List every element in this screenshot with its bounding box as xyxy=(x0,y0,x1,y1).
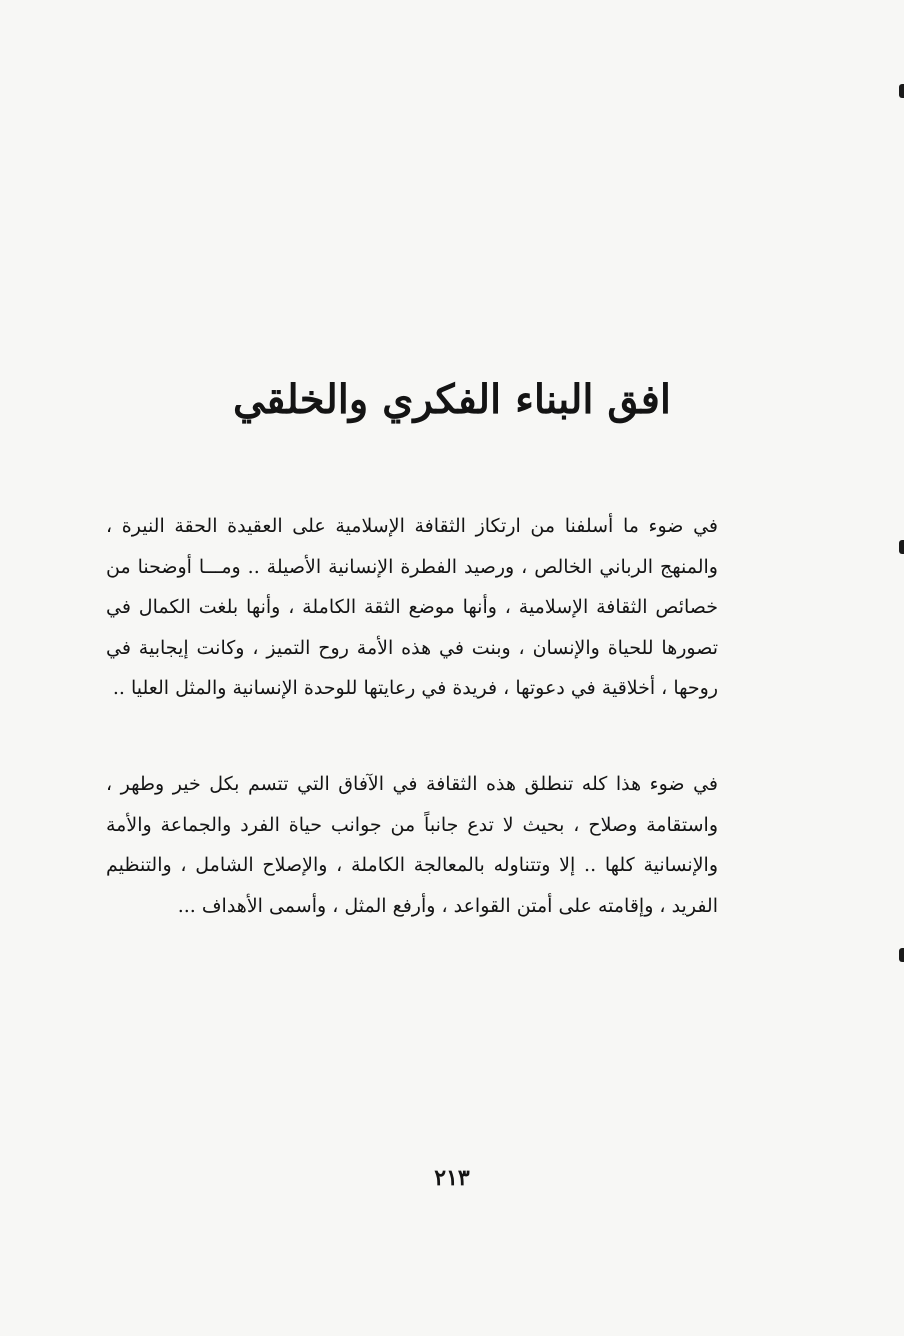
binding-mark xyxy=(899,540,904,554)
body-paragraph-2: في ضوء هذا كله تنطلق هذه الثقافة في الآفاق التي تتسم بكل خير وطهر ، واستقامة وصلاح ، بحيث لا تدع جانباً من جوانب حياة الفرد والجماعة والأمة والإنسانية كلها .. إلا وتتناوله بالمعالجة الكاملة ، والإصلاح الشامل ، والتنظيم الفريد ، وإقامته على أمتن القواعد ، وأرفع المثل ، وأسمى الأهداف ... xyxy=(106,773,718,917)
chapter-title: افق البناء الفكري والخلقي xyxy=(232,375,672,423)
page-number: ٢١٣ xyxy=(434,1165,470,1191)
binding-mark xyxy=(899,948,904,962)
body-paragraph-1: في ضوء ما أسلفنا من ارتكاز الثقافة الإسلامية على العقيدة الحقة النيرة ، والمنهج الرباني الخالص ، ورصيد الفطرة الإنسانية الأصيلة .. ومـــا أوضحنا من خصائص الثقافة الإسلامية ، وأنها موضع الثقة الكاملة ، وأنها بلغت الكمال في تصورها للحياة والإنسان ، وبنت في هذه الأمة روح التميز ، وكانت إيجابية في روحها ، أخلاقية في دعوتها ، فريدة في رعايتها للوحدة الإنسانية والمثل العليا .. xyxy=(106,515,718,700)
binding-mark xyxy=(899,84,904,98)
